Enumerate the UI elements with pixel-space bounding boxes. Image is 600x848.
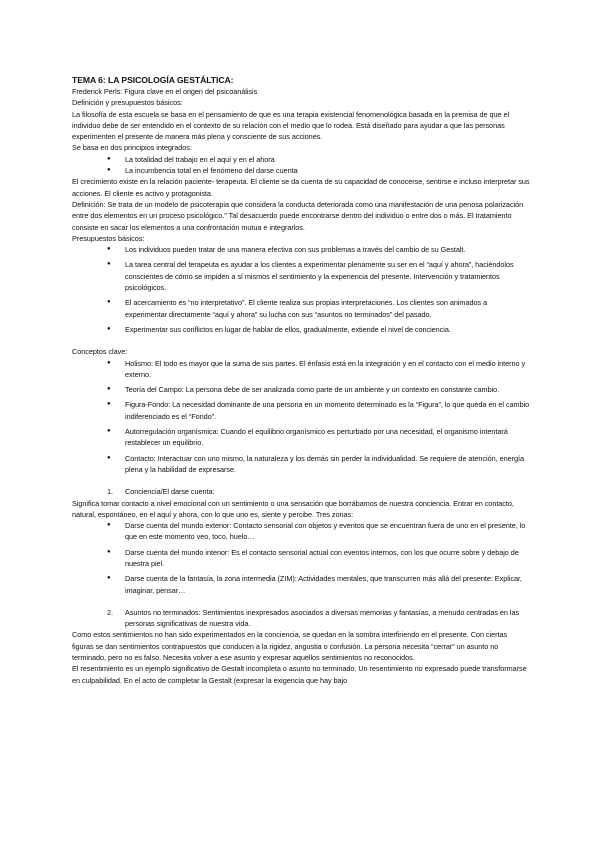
list-item: ● Contacto: Interactuar con uno mismo, la naturaleza y los demás sin perder la individualidad. Se requiere de atención, energía plena y la habilidad de expresarse. xyxy=(72,453,530,476)
item-title: Asuntos no terminados: Sentimientos inexpresados asociados a diversas memorias y fantasías, a menudo centradas en las personas significativas de nuestra vida. xyxy=(125,607,520,629)
principles-intro: Se basa en dos principios integrados: xyxy=(72,143,192,153)
intro-paragraph: La filosofía de esta escuela se basa en el pensamiento de que es una terapia existencial fenomenológica basada en la premisa de que el individuo debe de ser entendido en el contexto de su relación con el medio que lo rodea. Está diseñado para ayudar a que las personas experimenten el presente de manera más plena y consciente de sus acciones. xyxy=(72,109,510,142)
list-item: ● Los individuos pueden tratar de una manera efectiva con sus problemas a través del cambio de su Gestalt. xyxy=(72,244,530,255)
list-item: ● Teoría del Campo: La persona debe de ser analizada como parte de un ambiente y un contexto en constante cambio. xyxy=(72,384,530,395)
section-2 xyxy=(72,607,530,630)
list-item: ● Darse cuenta de la fantasía, la zona intermedia (ZIM): Actividades mentales, que transcurren más allá del presente: Explicar, imaginar, pensar… xyxy=(72,573,530,596)
section-heading-presupuestos: Presupuestos básicos: xyxy=(72,233,145,243)
list-item: ● Autorregulación organísmica: Cuando el equilibrio organísmico es perturbado por una necesidad, el organismo intentará restablecer un equilibrio. xyxy=(72,426,530,449)
list-item: ● La tarea central del terapeuta es ayudar a los clientes a experimentar plenamente su ser en el “aquí y ahora”, haciéndolos conscientes de cómo se impiden a sí mismos el sentimiento y la experiencia del presente. Intervención y tratamientos psicológicos. xyxy=(72,259,530,293)
presupuestos-list xyxy=(72,244,530,335)
spacer xyxy=(72,596,530,607)
item-number: 2. xyxy=(107,607,113,617)
list-item: ● Darse cuenta del mundo exterior: Contacto sensorial con objetos y eventos que se encuentran fuera de uno en el presente, lo que en este momento veo, toco, huelo… xyxy=(72,520,530,543)
list-item: ● Figura-Fondo: La necesidad dominante de una persona en un momento determinado es la “Figura”, lo que queda en el cambio indiferenciado es el “Fondo”. xyxy=(72,399,530,422)
resentimiento-paragraph: El resentimiento es un ejemplo significativo de Gestalt incompleta o asunto no terminado. Un resentimiento no expresado puede transformarse en culpabilidad. En el acto de completar la Gestalt (expresar la exigencia que hay bajo xyxy=(72,664,527,685)
list-item: ● Experimentar sus conflictos en lugar de hablar de ellos, gradualmente, extiende el nivel de conciencia. xyxy=(72,324,530,335)
definition-paragraph: Definición: Se trata de un modelo de psicoterapia que considera la conducta deteriorada como una manifestación de una penosa polarización entre dos elementos en un proceso psicológico." Tal desacuerdo puede encontrarse dentro del individuo o entre dos o más. El tratamiento consiste en sacar los elementos a una confrontación mutua e integrarlos. xyxy=(72,199,524,232)
list-item: ● El acercamiento es “no interpretativo”. El cliente realiza sus propias interpretaciones. Los clientes son animados a experimentar directamente “aquí y ahora” su lucha con sus “asuntos no terminados” del pasado. xyxy=(72,297,530,320)
page-title: TEMA 6: LA PSICOLOGÍA GESTÁLTICA: xyxy=(72,75,234,85)
sentimientos-paragraph: Como estos sentimientos no han sido experimentados en la conciencia, se quedan en la sombra interfiriendo en el presente. Con ciertas figuras se dan sentimientos contrapuestos que conducen a la rigidez, angustia o confusión. La persona necesita “cerrar” un asunto no terminado, pero no es falso. Necesita volver a ese asunto y expresar aquellos sentimientos no reconocidos. xyxy=(72,630,508,663)
section-heading-definition: Definición y presupuestos básicos: xyxy=(72,98,183,108)
section-1 xyxy=(72,486,530,497)
growth-paragraph: El crecimiento existe en la relación paciente- terapeuta. El cliente se da cuenta de su capacidad de conocerse, sentirse e incluso interpretar sus acciones. El cliente es activo y protagonista. xyxy=(72,177,530,198)
item-number: 1. xyxy=(107,487,113,497)
conceptos-list xyxy=(72,358,530,476)
numbered-item xyxy=(72,486,530,497)
item-title: Conciencia/El darse cuenta: xyxy=(125,487,215,497)
spacer xyxy=(72,475,530,486)
document-page xyxy=(72,74,530,686)
numbered-item xyxy=(72,607,530,630)
list-item: ● La totalidad del trabajo en el aquí y en el ahora xyxy=(72,154,530,165)
section-heading-conceptos: Conceptos clave: xyxy=(72,347,128,357)
section-1-paragraph: Significa tomar contacto a nivel emocional con un sentimiento o una sensación que borrábamos de nuestra conciencia. Entrar en contacto, natural, espontáneo, en el aquí y ahora, con lo que uno es, siente y percibe. Tres zonas: xyxy=(72,498,514,519)
subtitle: Frederick Perls: Figura clave en el origen del psicoanálisis xyxy=(72,87,258,96)
list-item: ● La incumbencia total en el fenómeno del darse cuenta xyxy=(72,165,530,176)
spacer xyxy=(72,335,530,346)
zonas-list xyxy=(72,520,530,596)
principles-list xyxy=(72,154,530,177)
list-item: ● Holismo: El todo es mayor que la suma de sus partes. El énfasis está en la integración y en el contacto con el medio interno y externo. xyxy=(72,358,530,381)
list-item: ● Darse cuenta del mundo interior: Es el contacto sensorial actual con eventos internos, con los que ocurre sobre y debajo de nuestra piel. xyxy=(72,547,530,570)
